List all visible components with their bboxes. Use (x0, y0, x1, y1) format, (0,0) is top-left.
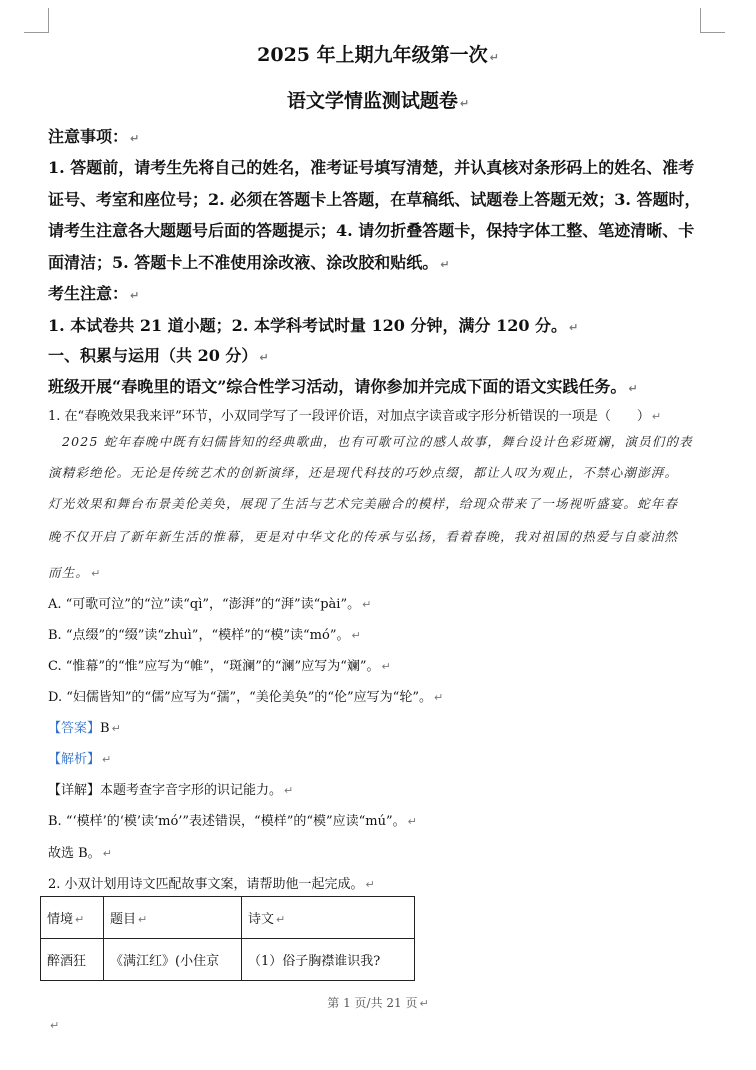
trailing-return-mark: ↵ (50, 1019, 60, 1032)
q1-conclusion: 故选 B。 ↵ (48, 846, 112, 861)
q1-passage-line-1: 2025 蛇年春晚中既有妇儒皆知的经典歌曲，也有可歌可泣的感人故事，舞台设计色彩斑斓，演员们的表 (62, 434, 693, 449)
q1-answer: 【答案】B ↵ (48, 721, 121, 736)
notice-line-1: 1. 答题前，请考生先将自己的姓名，准考证号填写清楚，并认真核对条形码上的姓名、准考 (48, 158, 695, 177)
table-header-cell: 情境 ↵ (41, 897, 104, 939)
table-cell: 醉酒狂 (41, 939, 104, 981)
table-header-row (41, 897, 415, 939)
notice-heading: 注意事项： ↵ (48, 127, 140, 146)
q1-option-b: B. “点缀”的“缀”读“zhuì”，“模样”的“模”读“mó”。 ↵ (48, 628, 361, 643)
q2-matching-table (40, 896, 415, 981)
exam-title-line2: 语文学情监测试题卷 ↵ (286, 90, 470, 112)
candidate-line: 1. 本试卷共 21 道小题；2. 本学科考试时量 120 分钟，满分 120 分。 ↵ (48, 316, 579, 335)
section1-heading: 一、积累与运用（共 20 分） ↵ (48, 346, 269, 365)
q1-explanation: B. “‘模样’的‘模’读‘mó’”表述错误，“模样”的“模”应读“mú”。 ↵ (48, 814, 417, 829)
crop-mark-top-left (24, 8, 49, 33)
crop-mark-top-right (700, 8, 725, 33)
q1-stem: 1. 在“春晚效果我来评”环节，小双同学写了一段评价语，对加点字读音或字形分析错误的一项是（ ） ↵ (48, 409, 662, 424)
table-cell: （1）俗子胸襟谁识我? (242, 939, 415, 981)
q1-analysis-label: 【解析】 ↵ (48, 752, 112, 767)
exam-title-line1: 2025 年上期九年级第一次 ↵ (257, 44, 499, 66)
q1-passage-line-2: 演精彩绝伦。无论是传统艺术的创新演绎，还是现代科技的巧妙点缀，都让人叹为观止，不禁心潮澎湃。 (48, 465, 679, 480)
q2-stem: 2. 小双计划用诗文匹配故事文案，请帮助他一起完成。 ↵ (48, 877, 375, 892)
q1-passage-line-5: 而生。 ↵ (48, 565, 102, 580)
q1-option-a: A. “可歌可泣”的“泣”读“qì”，“澎湃”的“湃”读“pài”。 ↵ (48, 597, 372, 612)
q1-detail: 【详解】本题考查字音字形的识记能力。 ↵ (48, 783, 294, 798)
notice-line-4: 面清洁；5. 答题卡上不准使用涂改液、涂改胶和贴纸。 ↵ (48, 253, 450, 272)
table-header-cell: 题目 ↵ (104, 897, 242, 939)
q1-option-c: C. “惟幕”的“惟”应写为“帷”，“斑澜”的“澜”应写为“斓”。 ↵ (48, 659, 391, 674)
q1-passage-line-4: 晚不仅开启了新年新生活的惟幕，更是对中华文化的传承与弘扬，看着春晚，我对祖国的热爱与自豪油然 (48, 529, 679, 544)
notice-line-3: 请考生注意各大题题号后面的答题提示；4. 请勿折叠答题卡，保持字体工整、笔迹清晰、卡 (48, 221, 695, 240)
notice-line-2: 证号、考室和座位号；2. 必须在答题卡上答题，在草稿纸、试题卷上答题无效；3. 答题时， (48, 190, 701, 209)
table-header-cell: 诗文 ↵ (242, 897, 415, 939)
q1-passage-line-3: 灯光效果和舞台布景美伦美奂，展现了生活与艺术完美融合的模样，给现众带来了一场视听盛宴。蛇年春 (48, 496, 679, 511)
q1-option-d: D. “妇儒皆知”的“儒”应写为“孺”，“美伦美奂”的“伦”应写为“轮”。 ↵ (48, 690, 444, 705)
page-footer: 第 1 页/共 21 页 ↵ (327, 996, 429, 1010)
answer-label: 【答案】 (48, 721, 101, 736)
table-row (41, 939, 415, 981)
table-cell: 《满江红》(小住京 (104, 939, 242, 981)
section1-intro: 班级开展“春晚里的语文”综合性学习活动，请你参加并完成下面的语文实践任务。 ↵ (48, 377, 638, 396)
candidate-heading: 考生注意： ↵ (48, 284, 140, 303)
